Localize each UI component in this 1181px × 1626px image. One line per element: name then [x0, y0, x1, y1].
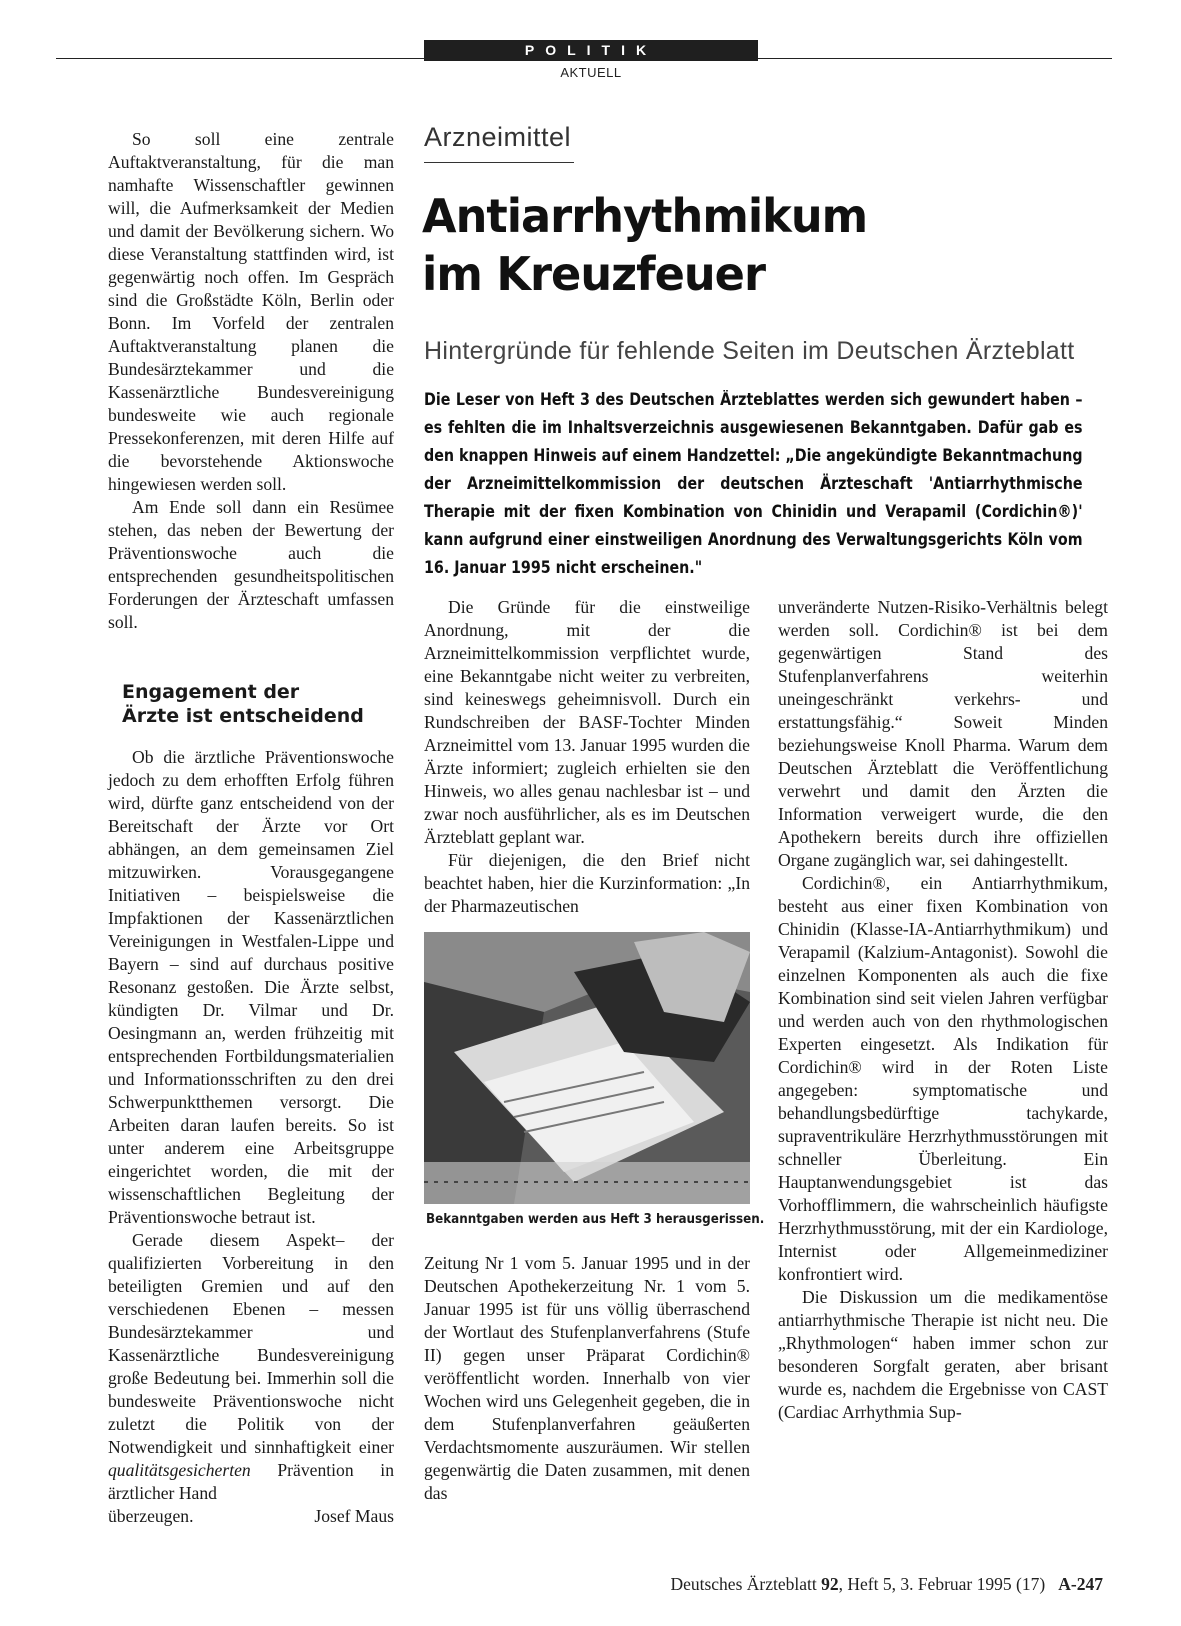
footer-issue: , Heft 5, 3. Februar 1995 (17) [838, 1574, 1046, 1594]
p4-text-start: Gerade diesem Aspekt– der qualifizierten Vorbereitung in den beteiligten Gremien und auf den verschiedenen Ebenen – messen Bundesärztekammer und Kassenärztliche Bundesvereinigung große Bedeutung bei. Immerhin soll die bundesweite Präventionswoche nicht zuletzt die Politik von der Notwendigkeit und sinnhaftigkeit einer [108, 1230, 394, 1457]
right-paragraph-3: Die Diskussion um die medikamentöse antiarrhythmische Therapie ist nicht neu. Die „Rhythmologen“ haben immer schon zur besonderen Sorgfalt geraten, aber brisant wurde es, nachdem die Ergebnisse von CAST (Cardiac Arrhythmia Sup- [778, 1287, 1108, 1422]
footer-volume: 92 [821, 1574, 839, 1594]
middle-paragraph-2: Für diejenigen, die den Brief nicht beachtet haben, hier die Kurzinformation: „In der Pharmazeutischen [424, 850, 750, 916]
kicker-rule [424, 162, 574, 163]
photo-illustration [424, 932, 750, 1204]
article-kicker: Arzneimittel [424, 122, 572, 152]
left-paragraph-4 [108, 1229, 394, 1505]
left-subheading [122, 680, 394, 728]
article-subtitle: Hintergründe für fehlende Seiten im Deutschen Ärzteblatt [424, 337, 1075, 365]
middle-paragraph-3: Zeitung Nr 1 vom 5. Januar 1995 und in der Deutschen Apothekerzeitung Nr. 1 vom 5. Januar 1995 ist für uns völlig überraschend der Wortlaut des Stufenplanverfahrens (Stufe II) gegen unser Präparat Cordichin® veröffentlicht worden. Innerhalb von vier Wochen wird uns Gelegenheit gegeben, die in dem Stufenplanverfahren geäußerten Verdachtsmomente auszuräumen. Wir stellen gegenwärtig die Daten zusammen, mit denen das [424, 1253, 750, 1503]
article-headline [422, 187, 1101, 303]
left-paragraph-3: Ob die ärztliche Präventionswoche jedoch zu dem erhofften Erfolg führen wird, dürfte ganz entscheidend von der Bereitschaft der Ärzte vor Ort abhängen, an dem gemeinsamen Ziel mitzuwirken. Vorausgegangene Initiativen – beispielsweise die Impfaktionen der Kassenärztlichen Vereinigungen in Westfalen-Lippe und Bayern – sind auf durchaus positive Resonanz gestoßen. Die Ärzte selbst, kündigten Dr. Vilmar und Dr. Oesingmann an, werden frühzeitig mit entsprechenden Fortbildungsmaterialien und Informationsschriften zu den drei Schwerpunktthemen versorgt. Die Arbeiten daran laufen bereits. So ist unter anderem eine Arbeitsgruppe eingerichtet worden, die mit der wissenschaftlichen Begleitung der Präventionswoche betraut ist. [108, 747, 394, 1227]
p4-text-end: Prävention in ärztlicher Hand [108, 1460, 394, 1503]
subheading-line-2: Ärzte ist entscheidend [122, 705, 364, 727]
right-column [778, 596, 1108, 1424]
left-column [108, 128, 394, 1528]
footer-journal: Deutsches Ärzteblatt [670, 1574, 817, 1594]
p4-last-word: überzeugen. [108, 1506, 194, 1526]
footer-page-number: A-247 [1058, 1574, 1103, 1594]
headline-line-2: im Kreuzfeuer [422, 247, 766, 301]
subheading-line-1: Engagement der [122, 681, 300, 703]
headline-line-1: Antiarrhythmikum [422, 189, 868, 243]
left-paragraph-2: Am Ende soll dann ein Resümee stehen, das neben der Bewertung der Präventionswoche auch die entsprechenden gesundheitspolitischen Forderungen der Ärzteschaft umfassen soll. [108, 497, 394, 632]
left-paragraph-last [108, 1505, 394, 1528]
article-lead: Die Leser von Heft 3 des Deutschen Ärzteblattes werden sich gewundert haben – es fehlten die im Inhaltsverzeichnis ausgewiesenen Bekanntgaben. Dafür gab es den knappen Hinweis auf einem Handzettel: „Die angekündigte Bekanntmachung der Arzneimittelkommission der deutschen Ärzteschaft 'Antiarrhythmische Therapie mit der fixen Kombination von Chinidin und Verapamil (Cordichin®)' kann aufgrund einer einstweiligen Anordnung des Verwaltungsgerichts Köln vom 16. Januar 1995 nicht erscheinen." [424, 390, 1083, 577]
article-photo [424, 932, 750, 1204]
p4-italic: qualitätsgesicherten [108, 1460, 251, 1480]
page-footer [670, 1574, 1103, 1595]
subsection-label: AKTUELL [560, 65, 622, 80]
right-paragraph-2: Cordichin®, ein Antiarrhythmikum, besteht aus einer fixen Kombination von Chinidin (Klasse-IA-Antiarrhythmikum) und Verapamil (Kalzium-Antagonist). Sowohl die einzelnen Komponenten als auch die fixe Kombination sind seit vielen Jahren verfügbar und werden auch von den rhythmologischen Experten eingesetzt. Als Indikation für Cordichin® wird in der Roten Liste angegeben: symptomatische und behandlungsbedürftige tachykarde, supraventrikuläre Herzrhythmusstörungen mit schneller Überleitung. Ein Hauptanwendungsgebiet ist das Vorhofflimmern, die wahrscheinlich häufigste Herzrhythmusstörung, mit der ein Kardiologe, Internist oder Allgemeinmediziner konfrontiert wird. [778, 873, 1108, 1284]
middle-paragraph-1: Die Gründe für die einstweilige Anordnung, mit der die Arzneimittelkommission verpflichtet wurde, eine Bekanntgabe nicht weiter zu verbreiten, sind keineswegs geheimnisvoll. Durch ein Rundschreiben der BASF-Tochter Minden Arzneimittel vom 13. Januar 1995 wurden die Ärzte informiert; zugleich erhielten sie den Hinweis, wo alles genau nachlesbar ist – und zwar noch ausführlicher, als es im Deutschen Ärzteblatt geplant war. [424, 597, 750, 847]
section-label: POLITIK [424, 40, 758, 61]
right-paragraph-1: unveränderte Nutzen-Risiko-Verhältnis belegt werden soll. Cordichin® ist bei dem gegenwärtigen Stand des Stufenplanverfahrens weiterhin uneingeschränkt verkehrs- und erstattungsfähig.“ Soweit Minden beziehungsweise Knoll Pharma. Warum dem Deutschen Ärzteblatt die Veröffentlichung verwehrt und damit den Ärzten die Information verweigert wurde, die den Apothekern bereits durch ihre offiziellen Organe zugänglich war, sei dahingestellt. [778, 597, 1108, 870]
author-name: Josef Maus [314, 1506, 394, 1526]
left-paragraph-1: So soll eine zentrale Auftaktveranstaltung, für die man namhafte Wissenschaftler gewinnen will, die Aufmerksamkeit der Medien und damit der Bevölkerung sichern. Wo diese Veranstaltung stattfinden wird, ist gegenwärtig noch offen. Im Gespräch sind die Großstädte Köln, Berlin oder Bonn. Im Vorfeld der zentralen Auftaktveranstaltung planen die Bundesärztekammer und die Kassenärztliche Bundesvereinigung bundesweite wie auch regionale Pressekonferenzen, mit deren Hilfe auf die bevorstehende Aktionswoche hingewiesen werden soll. [108, 129, 394, 494]
photo-caption: Bekanntgaben werden aus Heft 3 herausgerissen. [426, 1212, 765, 1227]
middle-column [424, 596, 765, 1505]
